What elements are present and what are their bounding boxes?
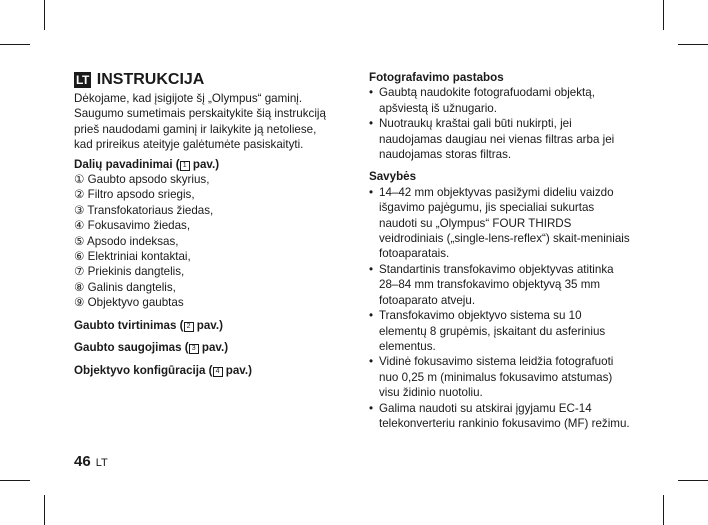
notes-heading: Fotografavimo pastabos [369, 71, 504, 84]
hood-mount-heading: Gaubto tvirtinimas ( 2 pav.) [74, 318, 223, 332]
list-item: ⑧ Galinis dangtelis, [74, 280, 176, 294]
crop-mark [663, 495, 664, 525]
list-item: • Nuotraukų kraštai gali būti nukirpti, jei naudojamas daugiau nei vienas filtras arba jei naudojamas storas filtras. [369, 116, 631, 162]
list-item: • 14–42 mm objektyvas pasižymi dideliu vaizdo išgavimo pajėgumu, jis specialiai sukurtas naudoti su „Olympus“ FOUR THIRDS veidrodiniais („single-lens-reflex“) skait-meniniais fotoaparatais. [369, 185, 631, 262]
page-footer [74, 453, 108, 470]
crop-mark [0, 480, 30, 481]
parts-list [74, 172, 336, 311]
lens-config-heading: Objektyvo konfigūracija ( 4 pav.) [74, 363, 252, 377]
right-column [369, 70, 631, 431]
page-title: INSTRUKCIJA [96, 71, 205, 88]
list-item: • Gaubtą naudokite fotografuodami objektą, apšviestą iš užnugario. [369, 85, 631, 116]
page-number: 46 [74, 453, 91, 470]
crop-mark [44, 495, 45, 525]
language-badge: LT [76, 73, 89, 87]
list-item: • Galima naudoti su atskirai įgyjamu EC-14 telekonverteriu rankinio fokusavimo (MF) režimu. [369, 401, 631, 432]
features-list [369, 185, 631, 432]
figure-ref-icon: 3 [189, 344, 199, 354]
figure-ref-icon: 4 [213, 367, 223, 377]
list-item: ⑦ Priekinis dangtelis, [74, 265, 185, 279]
list-item: ④ Fokusavimo žiedas, [74, 219, 191, 233]
list-item: ① Gaubto apsodo skyrius, [74, 173, 210, 187]
title-row [74, 70, 336, 90]
features-heading: Savybės [369, 170, 417, 184]
intro-text: Dėkojame, kad įsigijote šį „Olympus“ gaminį. Saugumo sumetimais perskaitykite šią instrukciją prieš naudodami gaminį ir laikykite ją netoliese, kad prireikus ateityje galėtumėte pasiskaityti. [74, 92, 326, 152]
figure-ref-icon: 1 [180, 161, 190, 171]
figure-ref-icon: 2 [184, 322, 194, 332]
list-item: • Transfokavimo objektyvo sistema su 10 elementų 8 grupėmis, įskaitant du asferinius elementus. [369, 308, 631, 354]
hood-storage-heading: Gaubto saugojimas ( 3 pav.) [74, 341, 229, 355]
footer-language: LT [95, 457, 108, 469]
crop-mark [44, 0, 45, 30]
list-item: ③ Transfokatoriaus žiedas, [74, 203, 214, 217]
notes-list [369, 85, 631, 162]
crop-mark [678, 480, 708, 481]
parts-heading: Dalių pavadinimai ( 1 pav.) [74, 157, 220, 171]
left-column [74, 70, 336, 378]
list-item: ⑨ Objektyvo gaubtas [74, 296, 184, 310]
list-item: ② Filtro apsodo sriegis, [74, 188, 195, 202]
list-item: • Standartinis transfokavimo objektyvas atitinka 28–84 mm transfokavimo objektyvą 35 mm fotoaparato atveju. [369, 262, 631, 308]
list-item: ⑤ Apsodo indeksas, [74, 234, 179, 248]
crop-mark [678, 44, 708, 45]
crop-mark [0, 44, 30, 45]
list-item: • Vidinė fokusavimo sistema leidžia fotografuoti nuo 0,25 m (minimalus fokusavimo atstumas) visu židinio nuotoliu. [369, 354, 631, 400]
list-item: ⑥ Elektriniai kontaktai, [74, 250, 191, 264]
crop-mark [663, 0, 664, 30]
